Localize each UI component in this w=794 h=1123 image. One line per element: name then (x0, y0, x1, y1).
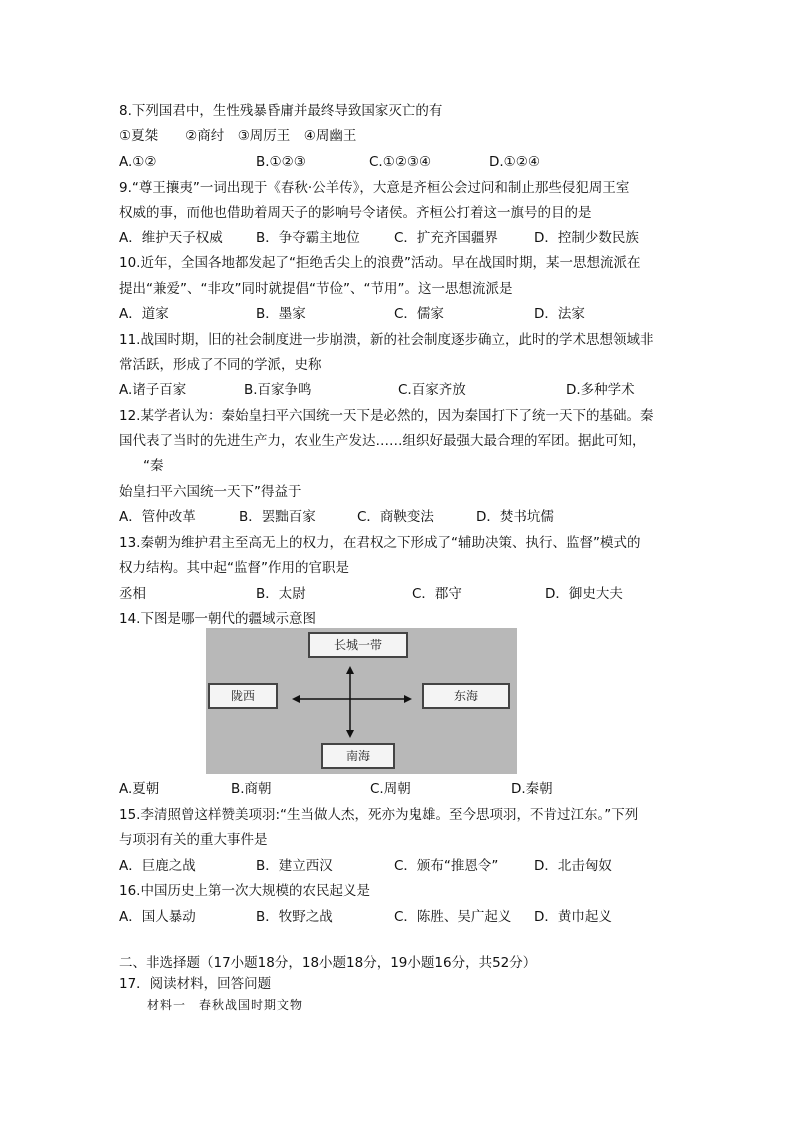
q14-option-c: C.周朝 (370, 781, 411, 797)
q15-stem-line1: 15.李清照曾这样赞美项羽:“生当做人杰，死亦为鬼雄。至今思项羽，不肯过江东。”下列 (119, 807, 639, 823)
q10-option-c: C．儒家 (394, 306, 444, 322)
q14-option-a: A.夏朝 (119, 781, 160, 797)
q9-option-d: D．控制少数民族 (534, 230, 639, 246)
q8-option-c: C.①②③④ (369, 154, 432, 170)
q15-stem-line2: 与项羽有关的重大事件是 (119, 832, 268, 848)
q10-stem-line1: 10.近年，全国各地都发起了“拒绝舌尖上的浪费”活动。早在战国时期，某一思想流派在 (119, 255, 641, 271)
q12-stem-line3: “秦 (143, 458, 164, 474)
q10-option-d: D．法家 (534, 306, 585, 322)
q17-stem: 17．阅读材料，回答问题 (119, 976, 272, 992)
q12-stem-line4: 始皇扫平六国统一天下”得益于 (119, 484, 302, 500)
territory-map (206, 628, 517, 774)
q14-option-d: D.秦朝 (511, 781, 553, 797)
q13-option-c: C．郡守 (412, 586, 462, 602)
q8-stem: 8.下列国君中，生性残暴昏庸并最终导致国家灭亡的有 (119, 103, 443, 119)
q13-stem-line2: 权力结构。其中起“监督”作用的官职是 (119, 560, 349, 576)
q11-stem-line2: 常活跃，形成了不同的学派，史称 (119, 357, 322, 373)
q13-option-d: D．御史大夫 (545, 586, 623, 602)
q14-option-b: B.商朝 (231, 781, 272, 797)
q11-option-a: A.诸子百家 (119, 382, 187, 398)
q9-option-a: A．维护天子权威 (119, 230, 223, 246)
q15-option-a: A．巨鹿之战 (119, 858, 196, 874)
q13-option-a: 丞相 (119, 586, 146, 602)
q8-option-d: D.①②④ (489, 154, 540, 170)
q13-option-b: B．太尉 (256, 586, 306, 602)
q10-stem-line2: 提出“兼爱”、“非攻”同时就提倡“节俭”、“节用”。这一思想流派是 (119, 281, 513, 297)
q12-option-c: C．商鞅变法 (357, 509, 434, 525)
q12-option-a: A．管仲改革 (119, 509, 196, 525)
q11-stem-line1: 11.战国时期，旧的社会制度进一步崩溃，新的社会制度逐步确立，此时的学术思想领域非 (119, 332, 654, 348)
q15-option-d: D．北击匈奴 (534, 858, 612, 874)
q8-option-b: B.①②③ (256, 154, 306, 170)
q11-option-c: C.百家齐放 (398, 382, 466, 398)
q16-option-b: B．牧野之战 (256, 909, 333, 925)
material-one-label: 材料一 春秋战国时期文物 (147, 998, 304, 1012)
q8-option-a: A.①② (119, 154, 157, 170)
q11-option-d: D.多种学术 (566, 382, 635, 398)
q12-stem-line1: 12.某学者认为：秦始皇扫平六国统一天下是必然的，因为秦国打下了统一天下的基础。秦 (119, 408, 654, 424)
q16-stem: 16.中国历史上第一次大规模的农民起义是 (119, 883, 370, 899)
q10-option-b: B．墨家 (256, 306, 306, 322)
q16-option-c: C．陈胜、吴广起义 (394, 909, 512, 925)
q9-option-b: B．争夺霸主地位 (256, 230, 360, 246)
map-label-north: 长城一带 (308, 632, 408, 658)
section2-heading: 二、非选择题（17小题18分，18小题18分，19小题16分，共52分） (119, 955, 537, 971)
q14-stem: 14.下图是哪一朝代的疆域示意图 (119, 611, 316, 627)
map-arrows (206, 628, 517, 774)
q15-option-c: C．颁布“推恩令” (394, 858, 499, 874)
q16-option-a: A．国人暴动 (119, 909, 196, 925)
q10-option-a: A．道家 (119, 306, 169, 322)
q9-option-c: C．扩充齐国疆界 (394, 230, 498, 246)
q8-items: ①夏桀 ②商纣 ③周厉王 ④周幽王 (119, 128, 357, 144)
q9-stem-line1: 9.“尊王攘夷”一词出现于《春秋·公羊传》，大意是齐桓公会过问和制止那些侵犯周王室 (119, 180, 630, 196)
q16-option-d: D．黄巾起义 (534, 909, 612, 925)
map-label-south: 南海 (321, 743, 395, 769)
map-label-east: 东海 (422, 683, 510, 709)
q13-stem-line1: 13.秦朝为维护君主至高无上的权力，在君权之下形成了“辅助决策、执行、监督”模式的 (119, 535, 641, 551)
q12-stem-line2: 国代表了当时的先进生产力，农业生产发达……组织好最强大最合理的军团。据此可知， (119, 433, 646, 449)
map-label-west: 陇西 (208, 683, 278, 709)
q12-option-d: D．焚书坑儒 (476, 509, 554, 525)
q15-option-b: B．建立西汉 (256, 858, 333, 874)
q12-option-b: B．罢黜百家 (239, 509, 316, 525)
q11-option-b: B.百家争鸣 (244, 382, 312, 398)
q9-stem-line2: 权威的事，而他也借助着周天子的影响号令诸侯。齐桓公打着这一旗号的目的是 (119, 205, 592, 221)
